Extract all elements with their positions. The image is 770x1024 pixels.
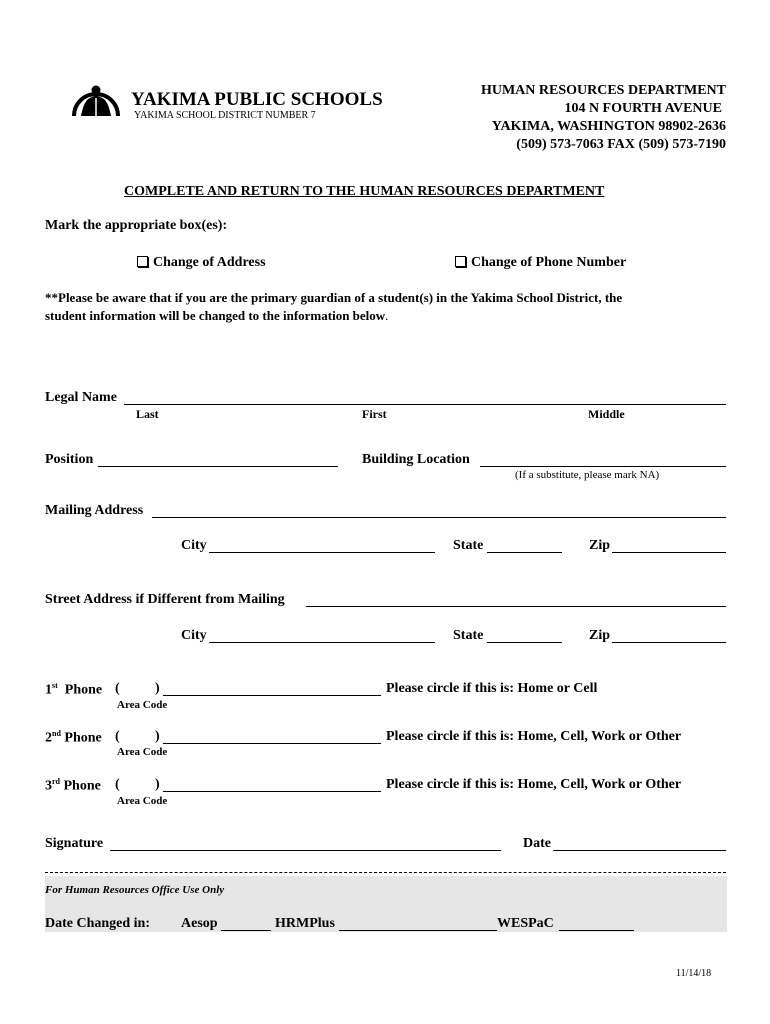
change-phone-option[interactable] [455,255,626,271]
wespac-label: WESPaC [497,916,554,931]
phone2-paren-close: ) [155,729,160,744]
phone2-label: 2nd Phone [45,729,102,746]
phone1-circle-note: Please circle if this is: Home or Cell [386,681,598,696]
change-phone-checkbox[interactable] [455,256,466,267]
street-city-field[interactable] [209,642,435,643]
date-field[interactable] [553,850,726,851]
date-label: Date [523,836,551,851]
hrmplus-field[interactable] [339,930,497,931]
hrmplus-label: HRMPlus [275,916,335,931]
phone3-circle-note: Please circle if this is: Home, Cell, Work or Other [386,777,682,792]
aesop-field[interactable] [221,930,271,931]
mark-boxes-label: Mark the appropriate box(es): [45,218,228,233]
mailing-city-field[interactable] [209,552,435,553]
phone1-number-field[interactable] [163,695,381,696]
phone3-number-field[interactable] [163,791,381,792]
hr-department: HUMAN RESOURCES DEPARTMENT [480,83,726,98]
middle-name-caption: Middle [588,407,625,421]
mailing-state-field[interactable] [487,552,562,553]
street-address-label: Street Address if Different from Mailing [45,592,285,607]
phone2-paren-open: ( [115,729,120,744]
notice-line1: **Please be aware that if you are the primary guardian of a student(s) in the Yakima School District, the [45,290,623,305]
signature-label: Signature [45,836,104,851]
building-location-label: Building Location [362,452,470,467]
street-zip-label: Zip [589,628,611,643]
form-version-date: 11/14/18 [676,968,712,979]
mailing-zip-label: Zip [589,538,611,553]
street-state-field[interactable] [487,642,562,643]
phone3-paren-close: ) [155,777,160,792]
change-address-option[interactable] [137,255,266,271]
mailing-zip-field[interactable] [612,552,726,553]
position-field[interactable] [98,466,338,467]
hr-phone-fax: (509) 573-7063 FAX (509) 573-7190 [516,137,726,152]
substitute-note: (If a substitute, please mark NA) [515,469,660,481]
mailing-state-label: State [453,538,484,553]
phone1-paren-close: ) [155,681,160,696]
change-phone-label: Change of Phone Number [471,255,627,270]
aesop-label: Aesop [181,916,218,931]
street-city-label: City [181,628,207,643]
cut-line-divider [45,872,726,873]
street-address-field[interactable] [306,606,726,607]
wespac-field[interactable] [559,930,634,931]
phone1-label: 1st Phone [45,681,103,698]
school-name: YAKIMA PUBLIC SCHOOLS [131,89,383,110]
phone1-area-code-caption: Area Code [117,699,168,711]
hr-address-line1: 104 N FOURTH AVENUE [564,101,722,116]
street-zip-field[interactable] [612,642,726,643]
position-label: Position [45,452,94,467]
phone3-paren-open: ( [115,777,120,792]
legal-name-field[interactable] [124,404,726,405]
notice-line2: student information will be changed to the information below. [45,308,389,323]
first-name-caption: First [362,407,387,421]
phone1-paren-open: ( [115,681,120,696]
phone2-area-code-caption: Area Code [117,746,168,758]
mailing-address-label: Mailing Address [45,503,144,518]
phone3-area-code-caption: Area Code [117,795,168,807]
mailing-address-field[interactable] [152,517,726,518]
date-changed-label: Date Changed in: [45,916,151,931]
phone2-number-field[interactable] [163,743,381,744]
signature-field[interactable] [110,850,501,851]
school-logo-icon [70,76,122,120]
building-location-field[interactable] [480,466,726,467]
change-address-checkbox[interactable] [137,256,148,267]
phone3-label: 3rd Phone [45,777,101,794]
hr-address-line2: YAKIMA, WASHINGTON 98902-2636 [491,119,726,134]
street-state-label: State [453,628,484,643]
district-name: YAKIMA SCHOOL DISTRICT NUMBER 7 [134,110,316,121]
last-name-caption: Last [136,407,159,421]
form-instruction: COMPLETE AND RETURN TO THE HUMAN RESOURCES DEPARTMENT [124,184,605,199]
phone2-circle-note: Please circle if this is: Home, Cell, Work or Other [386,729,682,744]
change-address-label: Change of Address [153,255,266,270]
office-use-title: For Human Resources Office Use Only [45,884,225,896]
mailing-city-label: City [181,538,207,553]
legal-name-label: Legal Name [45,390,117,405]
